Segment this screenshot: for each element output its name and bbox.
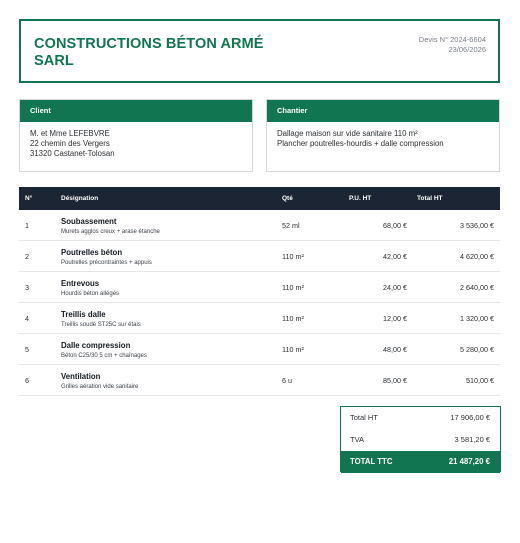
row-qty: 6 u [282,376,292,385]
table-row [19,272,500,303]
row-number: 4 [25,314,29,323]
row-total: 5 280,00 € [460,345,494,354]
row-number: 5 [25,345,29,354]
row-qty: 110 m² [282,314,304,323]
site-description [267,122,499,149]
table-row [19,334,500,365]
total-ttc-line [341,451,500,473]
total-ttc-label: TOTAL TTC [350,457,393,466]
table-row [19,210,500,241]
col-unit-price-header: P.U. HT [349,195,372,202]
row-total: 1 320,00 € [460,314,494,323]
row-unit-price: 48,00 € [383,345,407,354]
row-designation [61,341,147,361]
col-num-header: N° [25,195,33,202]
table-row [19,303,500,334]
row-unit-price: 85,00 € [383,376,407,385]
tva-line [341,429,500,451]
row-unit-price: 24,00 € [383,283,407,292]
tva-value: 3 581,20 € [454,435,490,444]
row-total: 2 640,00 € [460,283,494,292]
client-heading: Client [20,100,252,122]
row-detail: Murets agglos creux + arase étanche [61,229,160,235]
client-line: 31320 Castanet-Tolosan [30,149,115,159]
row-title: Soubassement [61,217,117,226]
row-detail: Béton C25/30 5 cm + chaînages [61,353,147,359]
table-row [19,365,500,396]
client-line: 22 chemin des Vergers [30,139,110,149]
site-line: Dallage maison sur vide sanitaire 110 m² [277,129,418,138]
client-address [20,122,252,160]
row-title: Poutrelles béton [61,248,123,257]
row-designation [61,310,141,330]
totals-box [340,406,501,472]
row-title: Dalle compression [61,341,131,350]
table-row [19,241,500,272]
row-total: 3 536,00 € [460,221,494,230]
row-qty: 110 m² [282,252,304,261]
row-designation [61,279,119,299]
col-qty-header: Qté [282,195,293,202]
site-line: Plancher poutrelles-hourdis + dalle compression [277,139,444,149]
row-detail: Treillis soudé ST25C sur étais [61,322,141,328]
row-total: 4 620,00 € [460,252,494,261]
row-number: 1 [25,221,29,230]
total-ht-line [341,407,500,429]
quote-date: 23/06/2026 [448,45,486,54]
row-number: 3 [25,283,29,292]
row-detail: Grilles aération vide sanitaire [61,384,139,390]
total-ttc-value: 21 487,20 € [448,457,490,466]
company-name-line2: SARL [34,53,74,69]
row-number: 6 [25,376,29,385]
row-qty: 110 m² [282,283,304,292]
company-name-line1: CONSTRUCTIONS BÉTON ARMÉ [34,36,264,52]
quote-table [19,187,500,396]
row-unit-price: 12,00 € [383,314,407,323]
row-designation [61,372,138,392]
table-header [19,187,500,210]
col-designation-header: Désignation [61,195,99,202]
row-detail: Hourdis béton allégés [61,291,120,297]
row-number: 2 [25,252,29,261]
tva-label: TVA [350,435,365,444]
row-total: 510,00 € [466,376,494,385]
row-qty: 110 m² [282,345,304,354]
row-title: Treillis dalle [61,310,106,319]
client-box [19,99,253,172]
quote-header [19,19,500,83]
row-designation [61,217,160,237]
col-total-header: Total HT [417,195,443,202]
client-line: M. et Mme LEFEBVRE [30,129,110,138]
row-title: Ventilation [61,372,101,381]
total-ht-value: 17 906,00 € [450,413,490,422]
quote-meta [419,35,486,55]
row-title: Entrevous [61,279,100,288]
total-ht-label: Total HT [350,413,378,422]
row-unit-price: 42,00 € [383,252,407,261]
quote-number: Devis N° 2024-6604 [418,35,486,44]
row-qty: 52 ml [282,221,300,230]
site-heading: Chantier [267,100,499,122]
company-name [34,36,294,70]
row-unit-price: 68,00 € [383,221,407,230]
row-detail: Poutrelles précontraintes + appuis [61,260,152,266]
site-box [266,99,500,172]
row-designation [61,248,152,268]
